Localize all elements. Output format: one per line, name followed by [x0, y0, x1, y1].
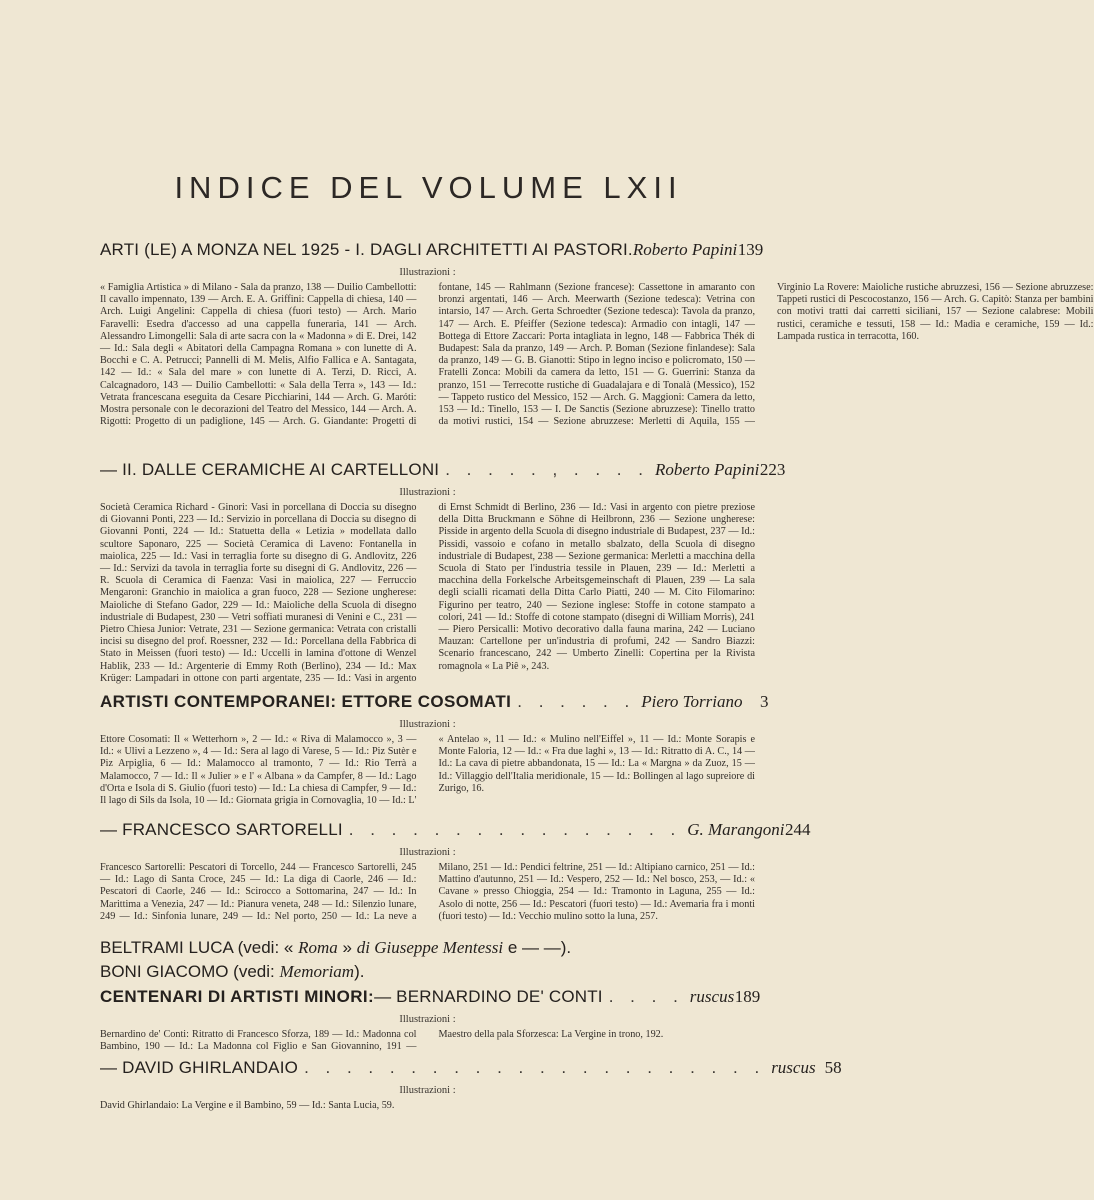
reference-title: Memoriam [279, 962, 355, 981]
leader-dots: . . . . . . . . . . . . . . . . [348, 820, 682, 839]
heading-text: — II. DALLE CERAMICHE AI CARTELLONI [100, 460, 440, 479]
section-heading [100, 820, 811, 840]
illustrations-label: Illustrazioni : [399, 1014, 456, 1025]
leader-dots: . . . . [608, 987, 684, 1006]
page-number: 58 [824, 1058, 842, 1077]
section-heading [100, 240, 764, 260]
entry-text: BELTRAMI LUCA (vedi: [100, 938, 280, 957]
section-heading [100, 1058, 842, 1078]
leader-dots: . . . . . . . . . . . . . . . . . . . . . . [304, 1058, 766, 1077]
illustrations-label: Illustrazioni : [399, 847, 456, 858]
section-sartorelli [100, 820, 811, 924]
entry-beltrami: BELTRAMI LUCA (vedi: « Roma » di Giuseppe Mentessi e — —). [100, 938, 572, 957]
illustrations-list: Francesco Sartorelli: Pescatori di Torcello, 244 — Francesco Sartorelli, 245 — Id.: Lago di Santa Croce, 245 — Id.: La diga di Caorle, 246 — Id.: Pescatori di Caorle, 246 — Id.: Scirocco a Sottomarina, 247 — Id.: In Marittima a Venezia, 247 — Id.: Pianura veneta, 248 — Id.: Silenzio lunare, 249 — Id.: Sinfonia lunare, 249 — Id.: Nel porto, 250 — Id.: La neve a Milano, 251 — Id.: Pendici feltrine, 251 — Id.: Altipiano carnico, 251 — Id.: Mattino d'autunno, 251 — Id.: Vespero, 252 — Id.: Nel bosco, 253, — Id.: « Cavane » presso Chioggia, 254 — Id.: Tramonto in Laguna, 255 — Id.: Asolo di notte, 256 — Id.: Pescatori (fuori testo) — Id.: Avemaria fra i monti (fuori testo) — Id.: Vecchio mulino sotto la luna, 257. [100, 862, 755, 922]
illustrations-list: « Famiglia Artistica » di Milano - Sala da pranzo, 138 — Duilio Cambellotti: Il cavallo impennato, 139 — Arch. E. A. Griffini: Cappella di chiesa, 140 — Arch. Luigi Angelini: Cappella di chiesa (fuori testo) — Arch. Mario Faravelli: Esedra d'accesso ad una cappella funeraria, 141 — Arch. Alessandro Limongelli: Sala di arte sacra con la « Madonna » di E. Drei, 142 — Id.: Sala degli « Abitatori della Campagna Romana » con lunette di A. Bocchi e C. A. Petrucci; Pannelli di M. Melis, Alfio Fallica e A. Santagata, 142 — Id.: « Sala del mare » con lunette di A. Terzi, D. Ricci, A. Calcagnadoro, 143 — Duilio Cambellotti: « Sala della Terra », 143 — Id.: Vetrata francescana eseguita da Cesare Picchiarini, 144 — Arch. G. Maróti: Mostra personale con le decorazioni del Teatro del Messico, 144 — Arch. A. Rigotti: Progetto di un padiglione, 145 — Arch. G. Giandante: Progetti di fontane, 145 — Rahlmann (Sezione francese): Cassettone in amaranto con bronzi argentati, 146 — Arch. Meerwarth (Sezione tedesca): Vetrina con intarsio, 147 — Arch. Gerta Schroedter (Sezione tedesca): Tavola da pranzo, 147 — Arch. E. Pfeiffer (Sezione tedesca): Armadio con intagli, 147 — Bottega di Ettore Zaccari: Porta intagliata in legno, 148 — Fabbrica Thék di Budapest: Sala da pranzo, 149 — Arch. P. Boman (Sezione finlandese): Sala da pranzo, 149 — G. B. Gianotti: Stipo in legno inciso e policromato, 150 — Fratelli Zonca: Mobili da camera da letto, 151 — G. Guerrini: Stanza da pranzo, 151 — Terrecotte rustiche di Guadalajara e di Tonalà (Messico), 152 — Tappeto rustico del Messico, 152 — Arch. G. Maggioni: Camera da letto, 153 — Id.: Tinello, 153 — I. De Sanctis (Sezione abruzzese): Tinello tratto da motivi rustici, 154 — Sezione abruzzese: Merletti di Aquila, 155 — Virginio La Rovere: Maioliche rustiche abruzzesi, 156 — Sezione abruzzese: Tappeti rustici di Pescocostanzo, 156 — Arch. G. Capitò: Stanza per bambini con motivi tratti dai carretti siciliani, 157 — Sezione calabrese: Mobili rustici, ceramiche e tessuti, 158 — Id.: Madia e ceramiche, 159 — Id.: Lampada rustica in terracotta, 160. [100, 282, 1094, 428]
illustrations-list: Ettore Cosomati: Il « Wetterhorn », 2 — Id.: « Riva di Malamocco », 3 — Id.: « Ulivi a Lezzeno », 4 — Id.: Sera al lago di Varese, 5 — Id.: Piz Sutèr e Piz Arpiglia, 6 — Id.: Malamocco al tramonto, 7 — Id.: Rio Terrà a Malamocco, 7 — Id.: Il « Julier » e l' « Albana » da Campfer, 8 — Id.: Lago d'Orta e Isola di S. Giulio (fuori testo) — Id.: La chiesa di Campfer, 9 — Id.: Il lago di Sils da Isola, 10 — Id.: Giornata grigia in Cornovaglia, 10 — Id.: L' « Antelao », 11 — Id.: « Mulino nell'Eiffel », 11 — Id.: Monte Sorapis e Monte Faloria, 12 — Id.: « Fra due laghi », 13 — Id.: Ritratto di A. C., 14 — Id.: La cava di pietre abbandonata, 15 — Id.: La « Margna » da Zuoz, 15 — Id.: Villaggio dell'Italia meridionale, 15 — Id.: Bollingen al lago supreiore di Zurigo, 16. [100, 734, 755, 807]
page-number: 189 [734, 987, 761, 1006]
leader-dots: . . . . . . [517, 692, 636, 711]
entry-boni: BONI GIACOMO (vedi: Memoriam). [100, 962, 365, 981]
reference-author: di Giuseppe Mentessi [356, 938, 504, 957]
section-centenari [100, 987, 761, 1055]
author: Roberto Papini [654, 460, 760, 479]
illustrations-label: Illustrazioni : [399, 1085, 456, 1096]
heading-text: — DAVID GHIRLANDAIO [100, 1058, 299, 1077]
section-artisti-contemporanei [100, 692, 769, 808]
author: Roberto Papini [632, 240, 738, 259]
author: G. Marangoni [687, 820, 785, 839]
heading-text: CENTENARI DI ARTISTI MINORI: [100, 987, 375, 1006]
heading-subject: — BERNARDINO DE' CONTI [374, 987, 603, 1006]
section-heading [100, 692, 769, 712]
illustrations-list: Società Ceramica Richard - Ginori: Vasi in porcellana di Doccia su disegno di Giovanni Ponti, 223 — Id.: Servizio in porcellana di Doccia su disegno di Giovanni Ponti, 224 — Id.: Statuetta della « Letizia » modellata dallo scultore Saponaro, 225 — Società Ceramica di Laveno: Fontanella in maiolica, 225 — Id.: Vasi in terraglia forte su disegno di G. Andlovitz, 226 — Id.: Servizi da tavola in terraglia forte su disegni di G. Andlovitz, 226 — R. Scuola di Ceramica di Faenza: Vasi in maiolica, 227 — Ferruccio Mengaroni: Granchio in maiolica a gran fuoco, 228 — Sezione ungherese: Maioliche di Stefano Gador, 229 — Id.: Maioliche della Scuola di disegno industriale di Budapest, 230 — Vetri soffiati muranesi di Venini e C., 231 — Pietro Chiesa Junior: Vetrate, 231 — Sezione germanica: Vetrata con cristalli incisi su disegno del prof. Roessner, 232 — Id.: Porcellana della Fabbrica di Stato in Meissen (fuori testo) — Id.: Uccelli in lamina d'ottone di Wenzel Hablik, 233 — Id.: Argenterie di Emmy Roth (Berlino), 234 — Id.: Max Krüger: Lampadari in ottone con parti argentate, 235 — Id.: Vasi in argento di Ernst Schmidt di Berlino, 236 — Id.: Vasi in argento con pietre preziose della Ditta Bruckmann e Söhne di Heilbronn, 236 — Sezione ungherese: Pisside in argento della Scuola di disegno industriale di Budapest, 237 — Id.: Pissidi, vassoio e cofano in metallo sbalzato, della Scuola di disegno industriale di Budapest, 238 — Sezione germanica: Merletti a macchina della Scuola di Stato per l'industria tessile in Plauen, 239 — Id.: Merletti a macchina della Forkelsche Arbeitsgemeinschaft di Plauen, 239 — La sala degli scialli ricamati della Ditta Carlo Piatti, 240 — M. Cito Filomarino: Figurino per teatro, 240 — Sezione inglese: Stoffe in cotone stampato a colori, 241 — Id.: Stoffe di cotone stampato (disegni di William Morris), 241 — Piero Persicalli: Motivo decorativo dalla fauna marina, 242 — Luciano Mauzan: Cartellone per un'industria di profumi, 242 — Sandro Biazzi: Scenario francescano, 242 — Umberto Zinelli: Copertina per la Rivista romagnola « La Piê », 243. [100, 502, 755, 684]
illustrations-label: Illustrazioni : [399, 487, 456, 498]
page-number: 244 [784, 820, 811, 839]
page-number: 139 [737, 240, 764, 259]
author: ruscus [771, 1058, 816, 1077]
author: Piero Torriano [641, 692, 743, 711]
heading-text: ARTISTI CONTEMPORANEI: ETTORE COSOMATI [100, 692, 512, 711]
illustrations-list: Bernardino de' Conti: Ritratto di Francesco Sforza, 189 — Id.: Madonna col Bambino, 190 — Id.: La Madonna col Figlio e San Giovannino, 191 — Maestro della pala Sforzesca: La Vergine in trono, 192. [100, 1029, 664, 1053]
leader-dots: . . . . . , . . . . [445, 460, 649, 479]
page-number: 223 [759, 460, 786, 479]
heading-text: — FRANCESCO SARTORELLI [100, 820, 343, 839]
section-heading [100, 987, 761, 1007]
section-arti-monza [100, 240, 1094, 430]
author: ruscus [689, 987, 735, 1006]
illustrations-list: David Ghirlandaio: La Vergine e il Bambino, 59 — Id.: Santa Lucia, 59. [100, 1100, 395, 1111]
heading-text: ARTI (LE) A MONZA NEL 1925 - I. DAGLI ARCHITETTI AI PASTORI. [100, 240, 633, 259]
entry-text: BONI GIACOMO (vedi: [100, 962, 275, 981]
reference-title: Roma [298, 938, 338, 957]
section-heading [100, 460, 786, 480]
section-ceramiche [100, 460, 786, 686]
illustrations-label: Illustrazioni : [399, 267, 456, 278]
illustrations-label: Illustrazioni : [399, 719, 456, 730]
page-number: 3 [759, 692, 769, 711]
section-ghirlandaio [100, 1058, 842, 1112]
page-title: INDICE DEL VOLUME LXII [174, 170, 683, 205]
